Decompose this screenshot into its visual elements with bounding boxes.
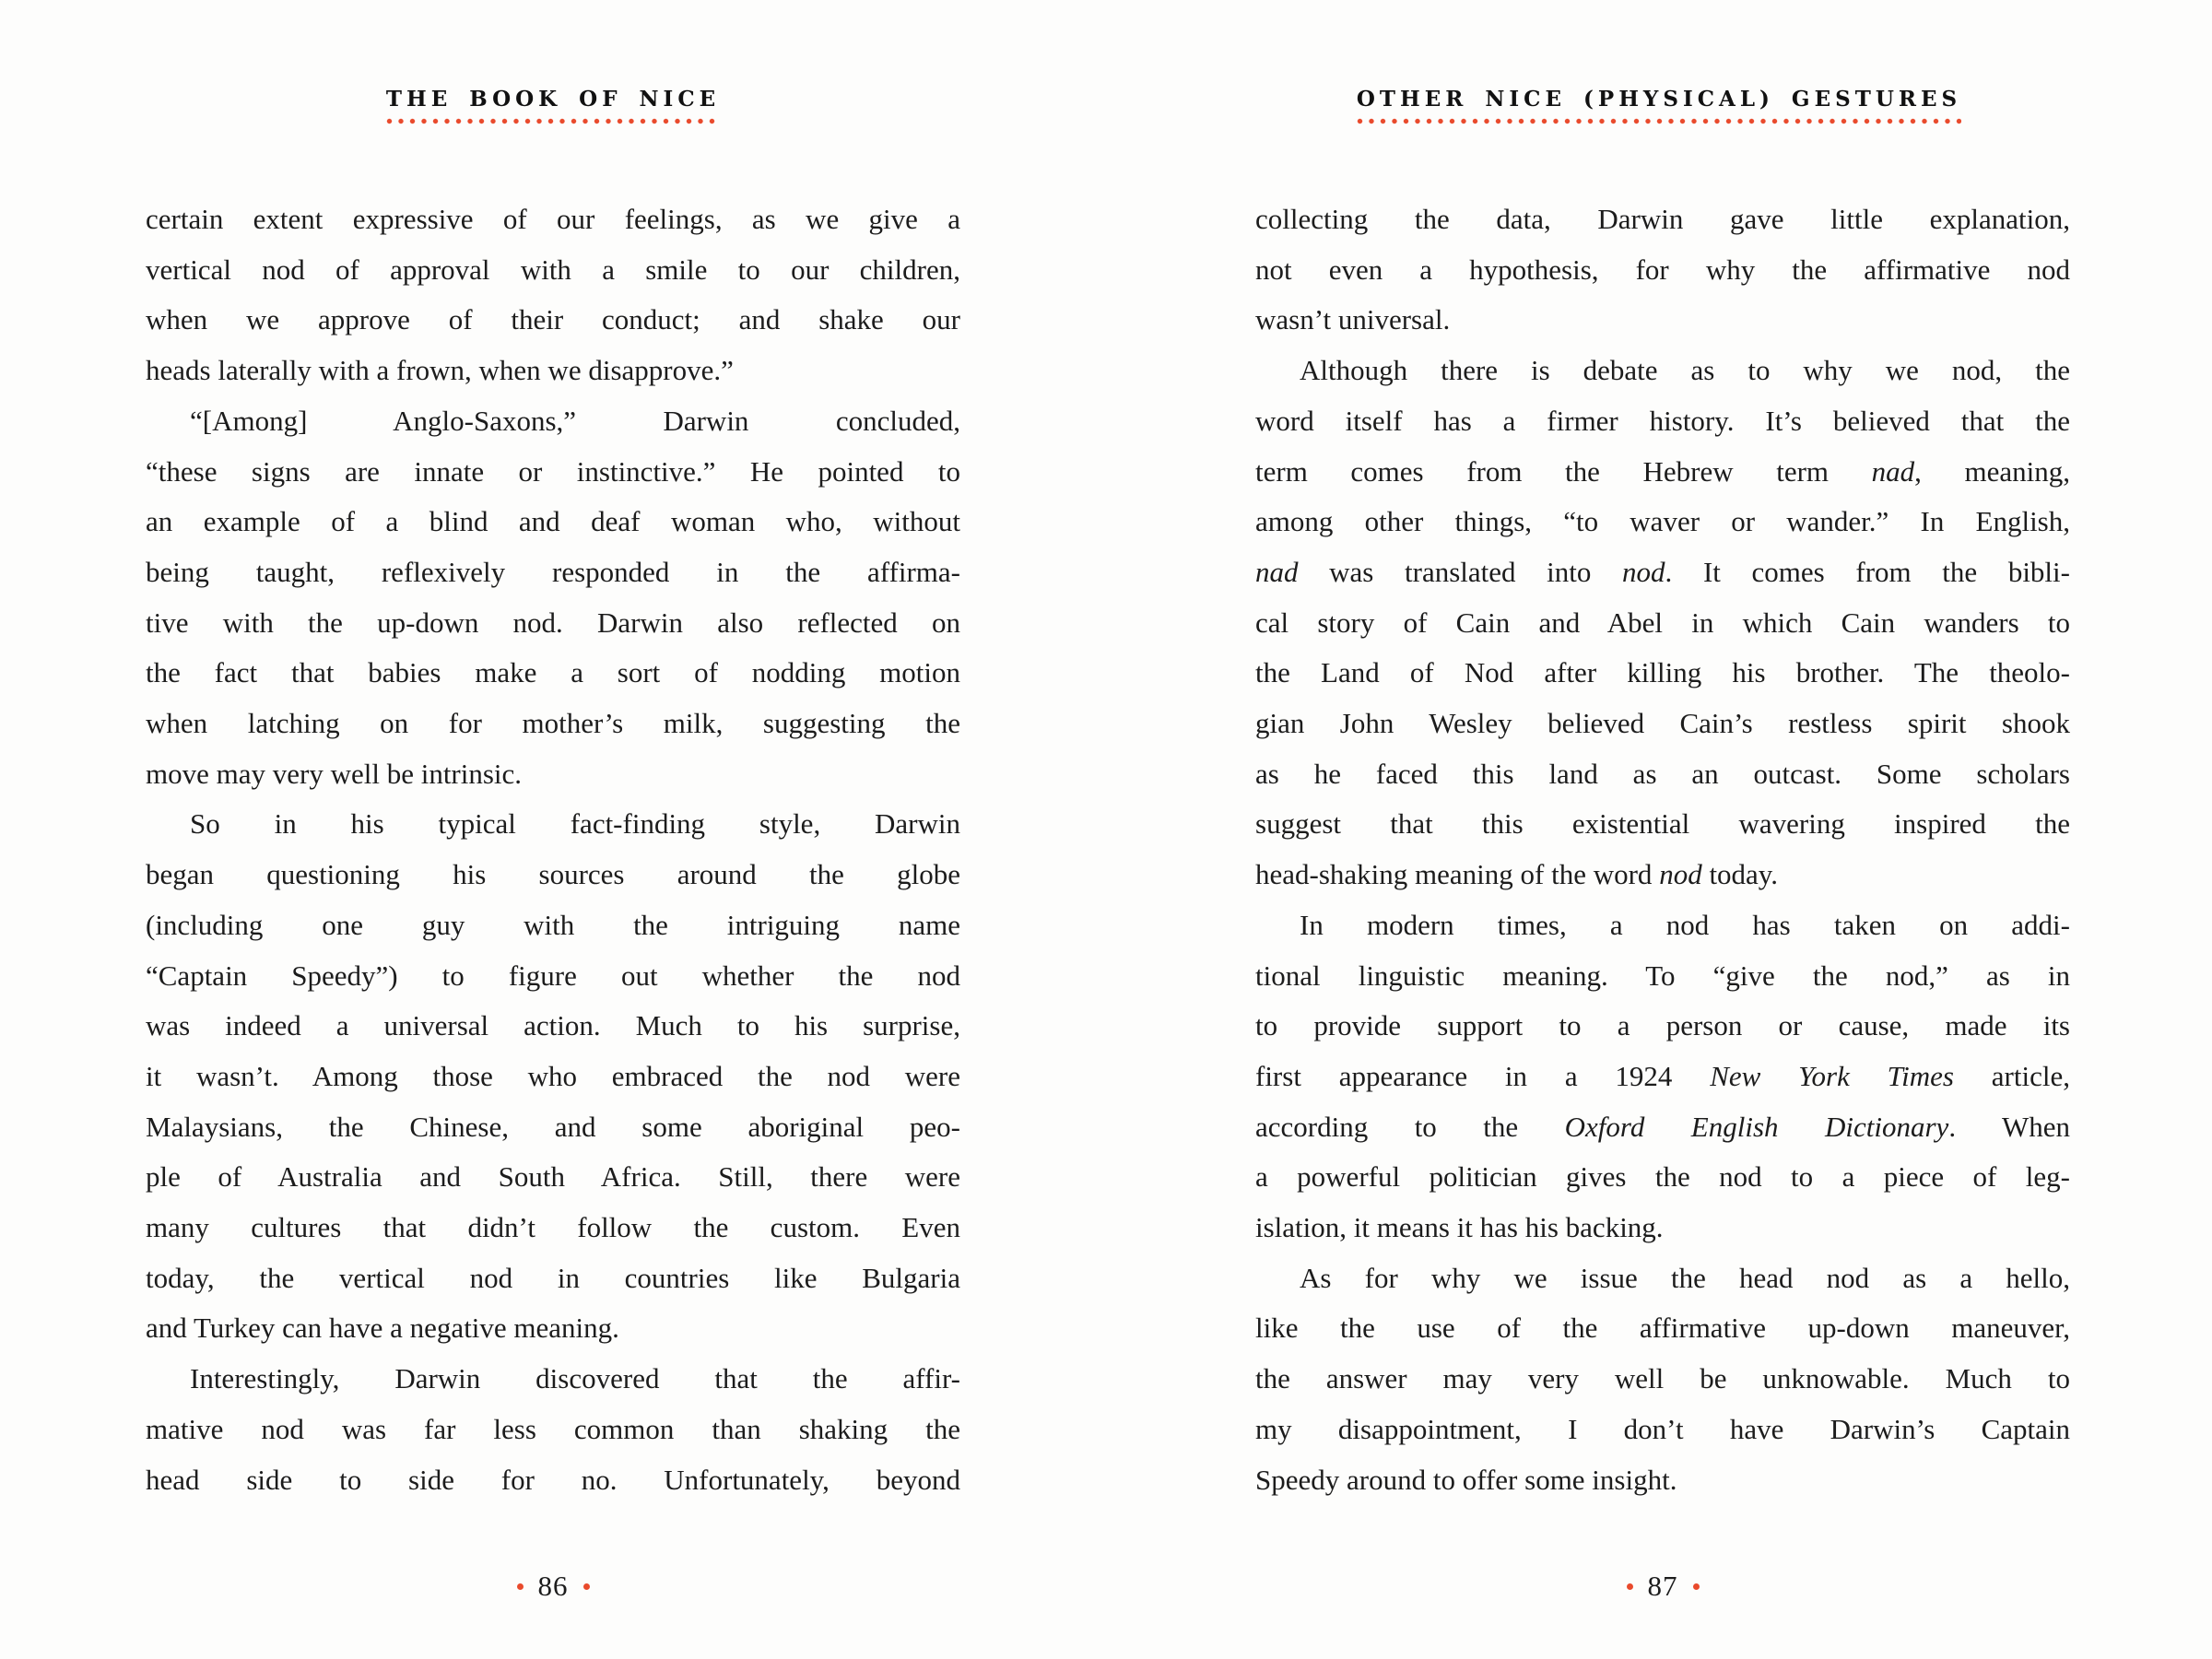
- text-line: certain extent expressive of our feelings, as we give a: [146, 203, 960, 235]
- italic-text: New York Times: [1710, 1059, 1954, 1092]
- text-line: was indeed a universal action. Much to his surprise,: [146, 1009, 960, 1042]
- text-line: began questioning his sources around the globe: [146, 858, 960, 891]
- italic-text: nad: [1255, 555, 1299, 588]
- text-line: first appearance in a 1924 New York Times article,: [1255, 1059, 2070, 1092]
- folio-dot-icon: [1693, 1583, 1700, 1590]
- text-line: In modern times, a nod has taken on addi-: [1300, 908, 2070, 941]
- text-line: As for why we issue the head nod as a hello,: [1300, 1261, 2070, 1294]
- text-line: like the use of the affirmative up-down maneuver,: [1255, 1312, 2070, 1345]
- text-line: and Turkey can have a negative meaning.: [146, 1312, 619, 1345]
- running-header-inner: [386, 87, 720, 124]
- text-line: when we approve of their conduct; and shake our: [146, 303, 960, 336]
- text-line: wasn’t universal.: [1255, 303, 1451, 336]
- italic-text: Oxford English Dictionary: [1564, 1110, 1949, 1143]
- italic-text: nod: [1622, 555, 1665, 588]
- text-line: vertical nod of approval with a smile to our children,: [146, 253, 960, 286]
- text-line: being taught, reflexively responded in the affirma-: [146, 555, 960, 588]
- running-header-right: [1106, 87, 2212, 124]
- text-line: (including one guy with the intriguing name: [146, 908, 960, 941]
- page-number: 86: [537, 1570, 569, 1602]
- folio-dot-icon: [583, 1583, 590, 1590]
- italic-text: nod: [1659, 858, 1702, 891]
- text-line: when latching on for mother’s milk, suggesting the: [146, 707, 960, 740]
- text-line: among other things, “to waver or wander.” In English,: [1255, 505, 2070, 538]
- text-line: islation, it means it has his backing.: [1255, 1211, 1664, 1244]
- dotted-rule: [386, 118, 720, 124]
- text-line: “[Among] Anglo-Saxons,” Darwin concluded,: [190, 404, 960, 437]
- text-line: mative nod was far less common than shaking the: [146, 1412, 960, 1445]
- italic-text: nad: [1871, 454, 1915, 488]
- text-line: word itself has a firmer history. It’s believed that the: [1255, 404, 2070, 437]
- text-line: tive with the up-down nod. Darwin also reflected on: [146, 606, 960, 639]
- folio-dot-icon: [517, 1583, 524, 1590]
- page-footer-right: [1255, 1570, 2070, 1603]
- text-line: according to the Oxford English Dictionary. When: [1255, 1110, 2070, 1143]
- text-line: heads laterally with a frown, when we disapprove.”: [146, 354, 734, 387]
- text-line: Although there is debate as to why we nod, the: [1300, 354, 2070, 387]
- text-line: Speedy around to offer some insight.: [1255, 1463, 1677, 1496]
- page-body-text: [1255, 194, 2070, 1505]
- text-line: ple of Australia and South Africa. Still, there were: [146, 1160, 960, 1194]
- text-line: gian John Wesley believed Cain’s restless spirit shook: [1255, 707, 2070, 740]
- text-line: the fact that babies make a sort of nodding motion: [146, 656, 960, 689]
- text-line: the Land of Nod after killing his brother. The theolo-: [1255, 656, 2070, 689]
- text-line: to provide support to a person or cause, made its: [1255, 1009, 2070, 1042]
- text-line: term comes from the Hebrew term nad, meaning,: [1255, 454, 2070, 488]
- page-number: 87: [1647, 1570, 1678, 1602]
- page-body-text: [146, 194, 960, 1505]
- running-header-text: THE BOOK OF NICE: [385, 87, 721, 112]
- text-line: many cultures that didn’t follow the custom. Even: [146, 1211, 960, 1244]
- text-line: collecting the data, Darwin gave little explanation,: [1255, 203, 2070, 235]
- text-line: as he faced this land as an outcast. Some scholars: [1255, 757, 2070, 790]
- text-line: suggest that this existential wavering inspired the: [1255, 807, 2070, 841]
- text-line: cal story of Cain and Abel in which Cain wanders to: [1255, 606, 2070, 639]
- text-line: tional linguistic meaning. To “give the nod,” as in: [1255, 959, 2070, 992]
- text-line: So in his typical fact-finding style, Darwin: [190, 807, 960, 841]
- text-line: the answer may very well be unknowable. Much to: [1255, 1362, 2070, 1395]
- page-footer-left: [146, 1570, 960, 1603]
- text-line: “Captain Speedy”) to figure out whether the nod: [146, 959, 960, 992]
- dotted-rule: [1357, 118, 1961, 124]
- text-line: Malaysians, the Chinese, and some aboriginal peo-: [146, 1110, 960, 1143]
- running-header-inner: [1357, 87, 1961, 124]
- text-line: my disappointment, I don’t have Darwin’s Captain: [1255, 1412, 2070, 1445]
- folio-dot-icon: [1627, 1583, 1633, 1590]
- text-line: nad was translated into nod. It comes from the bibli-: [1255, 555, 2070, 588]
- text-line: head side to side for no. Unfortunately, beyond: [146, 1463, 960, 1496]
- text-line: head-shaking meaning of the word nod today.: [1255, 858, 1779, 891]
- text-line: “these signs are innate or instinctive.” He pointed to: [146, 454, 960, 488]
- text-line: move may very well be intrinsic.: [146, 757, 523, 790]
- page-right: [1106, 0, 2212, 1659]
- text-line: a powerful politician gives the nod to a piece of leg-: [1255, 1160, 2070, 1194]
- text-line: today, the vertical nod in countries like Bulgaria: [146, 1261, 960, 1294]
- running-header-left: [0, 87, 1106, 124]
- running-header-text: OTHER NICE (PHYSICAL) GESTURES: [1356, 87, 1962, 112]
- text-line: it wasn’t. Among those who embraced the nod were: [146, 1059, 960, 1092]
- text-line: an example of a blind and deaf woman who, without: [146, 505, 960, 538]
- text-line: not even a hypothesis, for why the affirmative nod: [1255, 253, 2070, 286]
- text-line: Interestingly, Darwin discovered that the affir-: [190, 1362, 960, 1395]
